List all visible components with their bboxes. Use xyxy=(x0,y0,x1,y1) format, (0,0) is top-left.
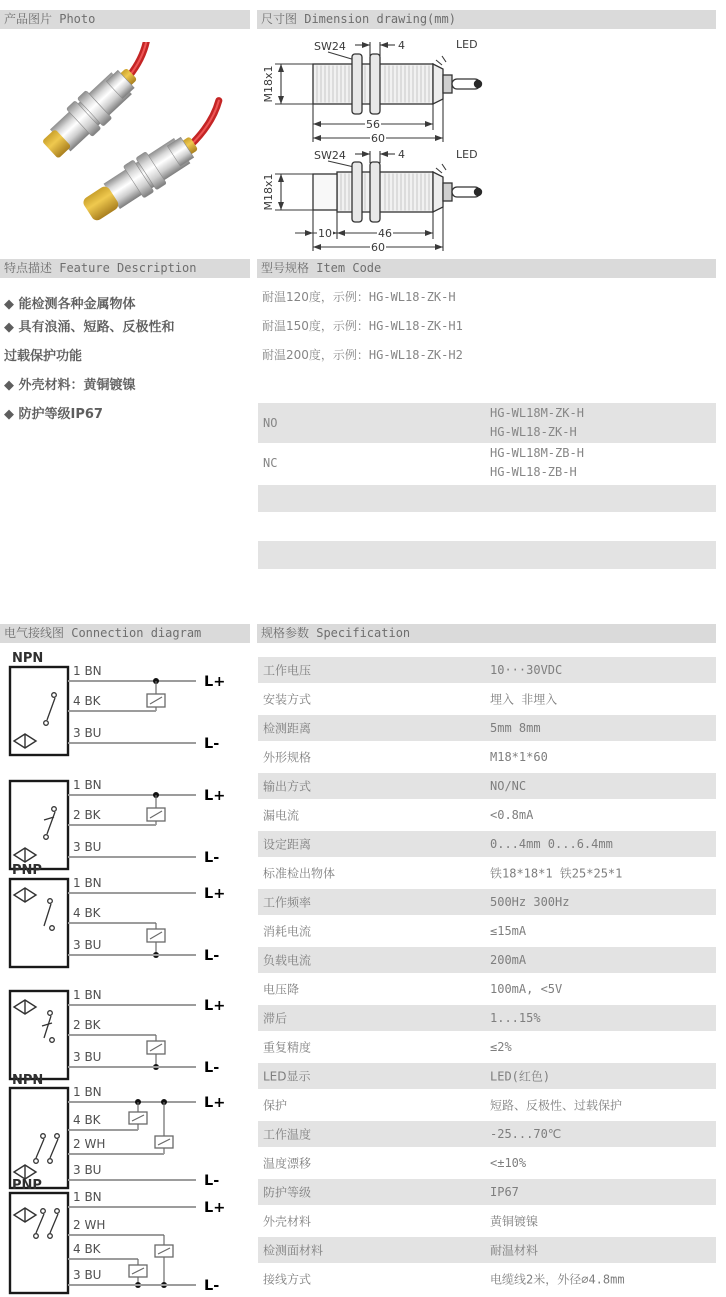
photo-section-title: 产品图片 Photo xyxy=(4,12,96,26)
diagram-type-label: PNP xyxy=(12,863,42,878)
total-length-dim: 60 xyxy=(371,241,385,254)
spec-label: 温度漂移 xyxy=(263,1156,312,1171)
wiring-diagram-nc-3wire xyxy=(6,764,256,876)
wire-label: 1 BN xyxy=(73,1085,102,1099)
wiring-diagram-pnp-3wire xyxy=(6,862,256,974)
spec-row xyxy=(258,744,716,770)
spec-value: 电缆线2米，外径∅4.8mm xyxy=(490,1272,625,1287)
item-code-line xyxy=(262,312,463,341)
spec-row xyxy=(258,686,716,712)
wire-label: 2 BK xyxy=(73,1018,101,1032)
thread-length-dim: 46 xyxy=(378,227,392,240)
sensor-photo-1 xyxy=(37,42,173,164)
output-type-label: NO xyxy=(263,416,278,430)
wire-label: 2 BK xyxy=(73,808,101,822)
spec-label: 电压降 xyxy=(263,982,300,997)
l-plus-terminal: L+ xyxy=(204,788,226,804)
spec-row xyxy=(258,889,716,915)
item-code-line xyxy=(262,283,463,312)
led-label: LED xyxy=(456,148,478,161)
sw24-label: SW24 xyxy=(314,40,346,53)
wire-label: 3 BU xyxy=(73,726,102,740)
wire-label: 3 BU xyxy=(73,840,102,854)
spec-section-header xyxy=(257,624,716,643)
wire-label: 4 BK xyxy=(73,1113,101,1127)
wire-label: 3 BU xyxy=(73,1163,102,1177)
spec-row xyxy=(258,802,716,828)
spec-value: 耐温材料 xyxy=(490,1243,539,1258)
spec-row xyxy=(258,831,716,857)
spec-row xyxy=(258,1179,716,1205)
spec-value: ≤15mA xyxy=(490,924,527,938)
wire-label: 4 BK xyxy=(73,694,101,708)
wire-label: 1 BN xyxy=(73,988,102,1002)
wire-label: 1 BN xyxy=(73,876,102,890)
spec-value: NO/NC xyxy=(490,779,527,793)
code-cell xyxy=(490,404,584,442)
nut-width-dim: 4 xyxy=(398,148,405,161)
spec-label: 检测距离 xyxy=(263,721,312,736)
spec-row xyxy=(258,1208,716,1234)
empty-table-row xyxy=(258,485,716,512)
spec-row xyxy=(258,947,716,973)
spec-value: 短路、反极性、过载保护 xyxy=(490,1098,623,1113)
wire-label: 1 BN xyxy=(73,1190,102,1204)
spec-value: IP67 xyxy=(490,1185,519,1199)
wire-label: 3 BU xyxy=(73,1268,102,1282)
wire-label: 4 BK xyxy=(73,1242,101,1256)
l-plus-terminal: L+ xyxy=(204,886,226,902)
diagram-type-label: NPN xyxy=(12,651,44,666)
spec-row xyxy=(258,773,716,799)
item-code-row xyxy=(258,403,716,443)
item-code-value: HG-WL18-ZK-H2 xyxy=(368,348,463,362)
connection-section-title: 电气接线图 Connection diagram xyxy=(4,626,202,640)
spec-label: LED显示 xyxy=(263,1069,311,1084)
spec-row xyxy=(258,1121,716,1147)
spec-label: 标准检出物体 xyxy=(263,866,336,881)
sw24-label: SW24 xyxy=(314,149,346,162)
feature-line: ◆ 防护等级IP67 xyxy=(4,407,103,422)
spec-value: 500Hz 300Hz xyxy=(490,895,570,909)
code-cell xyxy=(490,444,584,482)
dimension-drawing-2 xyxy=(262,147,502,259)
feature-line: ◆ 具有浪涌、短路、反极性和 xyxy=(4,320,175,335)
spec-row xyxy=(258,657,716,683)
spec-value: 200mA xyxy=(490,953,527,967)
feature-line: ◆ 能检测各种金属物体 xyxy=(4,297,136,312)
spec-row xyxy=(258,1034,716,1060)
spec-label: 外壳材料 xyxy=(263,1214,312,1229)
l-plus-terminal: L+ xyxy=(204,1200,226,1216)
spec-label: 防护等级 xyxy=(263,1185,312,1200)
features-section-title: 特点描述 Feature Description xyxy=(4,261,197,275)
wiring-diagram-npn-4wire xyxy=(6,1072,256,1192)
feature-line: 过载保护功能 xyxy=(4,349,83,364)
spec-value: 铁18*18*1 铁25*25*1 xyxy=(490,866,623,881)
spec-value: 0...4mm 0...6.4mm xyxy=(490,837,613,851)
spec-label: 重复精度 xyxy=(263,1040,312,1055)
spec-label: 检测面材料 xyxy=(263,1243,324,1258)
diagram-type-label: PNP xyxy=(12,1178,42,1193)
item-code-row xyxy=(258,443,716,483)
spec-row xyxy=(258,860,716,886)
spec-row xyxy=(258,1150,716,1176)
wire-label: 2 WH xyxy=(73,1137,106,1151)
nut-width-dim: 4 xyxy=(398,39,405,52)
item-code-value: HG-WL18-ZK-H1 xyxy=(368,319,463,333)
temp-prefix: 耐温150度，示例： xyxy=(262,319,369,333)
item-code-section-title: 型号规格 Item Code xyxy=(261,261,382,275)
spec-row xyxy=(258,918,716,944)
diagram-type-label: NPN xyxy=(12,1073,44,1088)
spec-row xyxy=(258,1237,716,1263)
temp-prefix: 耐温200度，示例： xyxy=(262,348,369,362)
wire-label: 4 BK xyxy=(73,906,101,920)
item-code-lines xyxy=(262,283,463,370)
thread-spec-label: M18x1 xyxy=(262,65,275,103)
l-minus-terminal: L- xyxy=(204,1278,220,1294)
item-code-section-header xyxy=(257,259,716,278)
spec-label: 接线方式 xyxy=(263,1272,312,1287)
spec-value: 10···30VDC xyxy=(490,663,563,677)
spec-value: M18*1*60 xyxy=(490,750,548,764)
product-photo xyxy=(8,42,248,252)
dimension-section-header xyxy=(257,10,716,29)
wiring-diagram-nc-pnp-3wire xyxy=(6,974,256,1086)
spec-row xyxy=(258,976,716,1002)
spec-value: ≤2% xyxy=(490,1040,512,1054)
spec-section-title: 规格参数 Specification xyxy=(261,626,411,640)
l-plus-terminal: L+ xyxy=(204,998,226,1014)
spec-label: 工作电压 xyxy=(263,663,312,678)
l-minus-terminal: L- xyxy=(204,850,220,866)
body-length-dim: 56 xyxy=(366,118,380,131)
spec-label: 滞后 xyxy=(263,1011,288,1026)
led-label: LED xyxy=(456,38,478,51)
spec-value: LED(红色) xyxy=(490,1069,551,1084)
spec-label: 输出方式 xyxy=(263,779,312,794)
front-length-dim: 10 xyxy=(318,227,332,240)
features-section-header xyxy=(0,259,250,278)
spec-row xyxy=(258,715,716,741)
spec-value: 埋入 非埋入 xyxy=(490,692,558,707)
spec-value: 5mm 8mm xyxy=(490,721,541,735)
spec-label: 负载电流 xyxy=(263,953,312,968)
spec-label: 安装方式 xyxy=(263,692,312,707)
l-plus-terminal: L+ xyxy=(204,674,226,690)
dimension-drawing-1 xyxy=(262,34,502,146)
connection-section-header xyxy=(0,624,250,643)
item-code-value: HG-WL18-ZK-H xyxy=(368,290,456,304)
code-line-1: HG-WL18M-ZK-H xyxy=(490,406,584,420)
spec-value: 黄铜镀镍 xyxy=(490,1214,539,1229)
wire-label: 3 BU xyxy=(73,1050,102,1064)
l-minus-terminal: L- xyxy=(204,736,220,752)
spec-table xyxy=(258,657,716,1295)
spec-label: 工作频率 xyxy=(263,895,312,910)
feature-list xyxy=(4,287,252,426)
code-line-1: HG-WL18M-ZB-H xyxy=(490,446,584,460)
code-line-2: HG-WL18-ZK-H xyxy=(490,425,577,439)
total-length-dim: 60 xyxy=(371,132,385,145)
l-minus-terminal: L- xyxy=(204,1060,220,1076)
wire-label: 1 BN xyxy=(73,778,102,792)
spec-value: 1...15% xyxy=(490,1011,541,1025)
spec-value: -25...70℃ xyxy=(490,1127,562,1141)
item-code-line xyxy=(262,341,463,370)
wire-label: 1 BN xyxy=(73,664,102,678)
l-plus-terminal: L+ xyxy=(204,1095,226,1111)
l-minus-terminal: L- xyxy=(204,948,220,964)
dimension-section-title: 尺寸图 Dimension drawing(mm) xyxy=(261,12,456,26)
photo-section-header xyxy=(0,10,250,29)
spec-label: 设定距离 xyxy=(263,837,312,852)
temp-prefix: 耐温120度，示例： xyxy=(262,290,369,304)
thread-spec-label: M18x1 xyxy=(262,173,275,211)
spec-value: <0.8mA xyxy=(490,808,534,822)
output-type-label: NC xyxy=(263,456,278,470)
spec-label: 工作温度 xyxy=(263,1127,312,1142)
spec-row xyxy=(258,1063,716,1089)
spec-value: 100mA, <5V xyxy=(490,982,563,996)
item-code-table xyxy=(258,403,716,483)
spec-label: 漏电流 xyxy=(263,808,300,823)
spec-row xyxy=(258,1092,716,1118)
wiring-diagram-pnp-4wire xyxy=(6,1177,256,1297)
wire-label: 2 WH xyxy=(73,1218,106,1232)
code-line-2: HG-WL18-ZB-H xyxy=(490,465,577,479)
empty-table-row xyxy=(258,541,716,569)
feature-line: ◆ 外壳材料：黄铜镀镍 xyxy=(4,378,136,393)
spec-row xyxy=(258,1005,716,1031)
spec-row xyxy=(258,1266,716,1292)
wire-label: 3 BU xyxy=(73,938,102,952)
spec-label: 保护 xyxy=(263,1098,288,1113)
l-minus-terminal: L- xyxy=(204,1173,220,1189)
spec-value: <±10% xyxy=(490,1156,527,1170)
spec-label: 外形规格 xyxy=(263,750,312,765)
spec-label: 消耗电流 xyxy=(263,924,312,939)
wiring-diagram-npn-3wire xyxy=(6,650,256,762)
